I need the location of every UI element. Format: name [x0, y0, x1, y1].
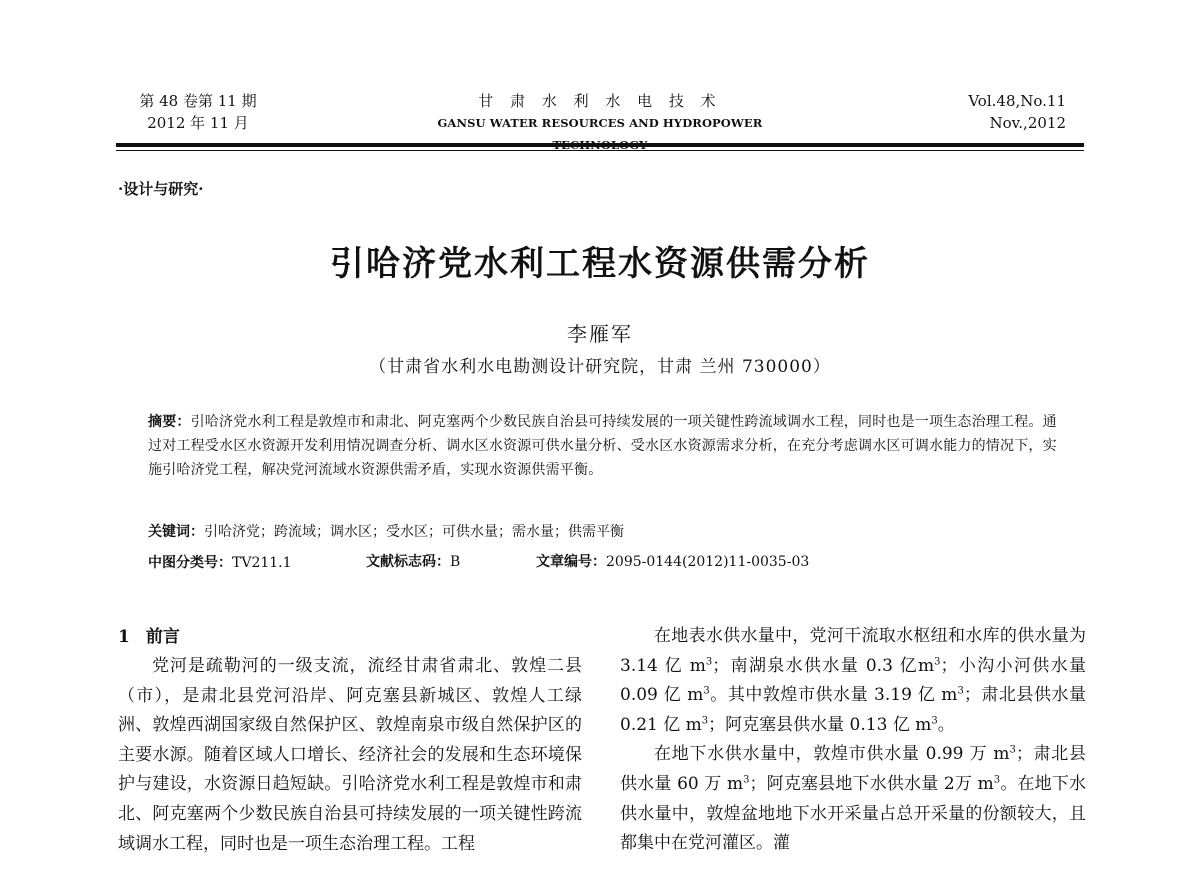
article-title: 引哈济党水利工程水资源供需分析: [330, 244, 870, 284]
text-run: ；小沟小河供水量 0.09 亿 m: [620, 655, 1087, 706]
superscript: 3: [701, 715, 709, 727]
keywords: [148, 520, 624, 544]
paragraph: 党河是疏勒河的一级支流，流经甘肃省肃北、敦煌二县（市），是肃北县党河沿岸、阿克塞县新城区、敦煌人工绿洲、敦煌西湖国家级自然保护区、敦煌南泉市级自然保护区的主要水源。随着区域人口增长、经济社会的发展和生态环境保护与建设，水资源日趋短缺。引哈济党水利工程是敦煌市和肃北、阿克塞两个少数民族自治县可持续发展的一项关键性跨流域调水工程，同时也是一项生态治理工程。工程: [118, 656, 582, 854]
section-heading: [118, 622, 180, 647]
abstract-text: 引哈济党水利工程是敦煌市和肃北、阿克塞两个少数民族自治县可持续发展的一项关键性跨流域调水工程，同时也是一项生态治理工程。通过对工程受水区水资源开发利用情况调查分析、调水区水资源可供水量分析、受水区水资源需求分析，在充分考虑调水区可调水能力的情况下，实施引哈济党工程，解决党河流域水资源供需矛盾，实现水资源供需平衡。: [148, 414, 1057, 478]
clc-number: [148, 551, 292, 575]
superscript: 3: [931, 715, 938, 727]
journal-name-cn: 甘 肃 水 利 水 电 技 术: [478, 92, 722, 110]
date-en: Nov.,2012: [989, 114, 1066, 132]
journal-name-en: GANSU WATER RESOURCES AND HYDROPOWER: [437, 116, 763, 130]
abstract-label: 摘要：: [148, 414, 191, 430]
article-no-value: 2095-0144(2012)11-0035-03: [606, 554, 810, 570]
superscript: 3: [743, 774, 750, 786]
text-run: ；阿克塞县地下水供水量 2万 m: [749, 773, 994, 794]
section-number: 1: [118, 627, 130, 647]
document-code: [366, 551, 460, 571]
superscript: 3: [705, 655, 713, 667]
text-run: 。其中敦煌市供水量 3.19 亿 m: [709, 685, 958, 706]
doc-code-label: 文献标志码：: [366, 554, 450, 570]
article-no-label: 文章编号：: [536, 554, 606, 570]
text-run: 在地下水供水量中，敦煌市供水量 0.99 万 m: [654, 744, 1010, 765]
article-number: [536, 551, 809, 571]
header-rule-thick: [116, 143, 1084, 147]
text-run: ；肃北县供水量 60 万 m: [620, 744, 1086, 794]
text-run: ；肃北县供水量 0.21 亿 m: [620, 685, 1087, 735]
text-run: 。: [937, 714, 955, 735]
date-cn: 2012 年 11 月: [147, 114, 249, 132]
column-label: ·设计与研究·: [118, 180, 204, 198]
section-title: 前言: [145, 627, 180, 647]
clc-value: TV211.1: [232, 555, 292, 571]
text-run: ；南湖泉水供水量 0.3 亿m: [712, 655, 935, 676]
superscript: 3: [1009, 744, 1016, 756]
superscript: 3: [934, 655, 941, 667]
text-run: 在地表水供水量中，党河干流取水枢纽和水库的供水量为 3.14 亿 m: [620, 626, 1086, 676]
keywords-label: 关键词：: [148, 524, 204, 540]
superscript: 3: [703, 685, 710, 697]
body-left-column: [118, 652, 582, 859]
clc-label: 中图分类号：: [148, 555, 232, 571]
header-rule-thin: [116, 150, 1084, 151]
author-affiliation: （甘肃省水利水电勘测设计研究院，甘肃 兰州 730000）: [369, 357, 831, 377]
body-right-column: [620, 622, 1086, 859]
text-run: ；阿克塞县供水量 0.13 亿 m: [708, 714, 932, 735]
superscript: 3: [957, 685, 964, 697]
text-run: 。在地下水供水量中，敦煌盆地地下水开采量占总开采量的份额较大，且都集中在党河灌区。灌: [620, 773, 1086, 854]
abstract: [148, 410, 1058, 482]
keywords-text: 引哈济党；跨流域；调水区；受水区；可供水量；需水量；供需平衡: [204, 524, 624, 540]
doc-code-value: B: [450, 554, 461, 570]
issue-cn: 第 48 卷第 11 期: [139, 92, 257, 110]
header-right: [926, 90, 1066, 134]
paragraph: [620, 622, 1086, 740]
issue-en: Vol.48,No.11: [968, 92, 1066, 110]
author-name: 李雁军: [567, 322, 633, 346]
paragraph: [620, 740, 1086, 858]
header-left: [128, 90, 268, 134]
superscript: 3: [993, 774, 1001, 786]
